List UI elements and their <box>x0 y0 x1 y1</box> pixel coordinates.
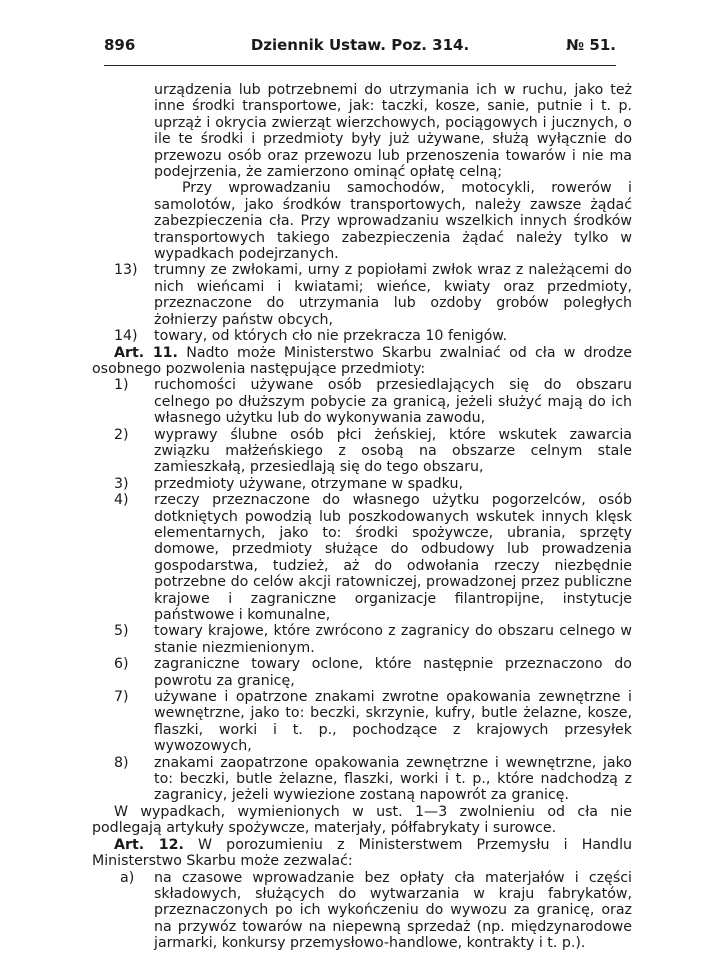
item-text: zagraniczne towary oclone, które następnie przeznaczono do powrotu za granicę, <box>154 656 632 689</box>
list-item <box>92 689 632 755</box>
header-rule <box>104 65 616 66</box>
list-item <box>92 476 632 492</box>
list-item <box>92 262 632 328</box>
journal-title: Dziennik Ustaw. Poz. 314. <box>250 36 470 54</box>
item-text: ruchomości używane osób przesiedlających się do obszaru celnego po dłuższym pobycie za granicą, jeżeli służyć mają do ich własnego użytku lub do wykonywania zawodu, <box>154 377 632 427</box>
list-item <box>92 377 632 426</box>
item-text: znakami zaopatrzone opakowania zewnętrzne i wewnętrzne, jako to: beczki, butle żelazne, flaszki, worki i t. p., które nadchodzą z zagranicy, jeżeli wywiezione zostaną napowrót za granicę. <box>154 754 632 804</box>
article-11-closing: W wypadkach, wymienionych w ust. 1—3 zwolnieniu od cła nie podlegają artykuły spożywcze, materjały, półfabrykaty i surowce. <box>92 803 632 837</box>
article-label: Art. 12. <box>114 836 184 853</box>
item-number: 2) <box>114 426 129 443</box>
item-number: 7) <box>114 689 129 706</box>
item-number: 6) <box>114 656 129 673</box>
item-number: 8) <box>114 754 129 771</box>
item-number: 5) <box>114 623 129 640</box>
page-number: 896 <box>104 36 136 54</box>
article-11-intro <box>92 345 632 378</box>
item-text: przedmioty używane, otrzymane w spadku, <box>154 475 463 492</box>
item-number: 1) <box>114 377 129 394</box>
item-number: 13) <box>114 262 138 279</box>
main-text <box>92 82 632 952</box>
issue-number: № 51. <box>566 36 616 54</box>
article-intro-text: W porozumieniu z Ministerstwem Przemysłu i Handlu Ministerstwo Skarbu może zezwalać: <box>92 836 632 870</box>
paragraph: Przy wprowadzaniu samochodów, motocykli, rowerów i samolotów, jako środków transportowych, należy zawsze żądać zabezpieczenia cła. Przy wprowadzaniu wszelkich innych środków transportowych takiego zabezpieczenia żądać należy tylko w wypadkach podejrzanych. <box>154 180 632 263</box>
item-number: 3) <box>114 475 129 492</box>
list-item <box>92 623 632 656</box>
item-letter: a) <box>120 869 135 886</box>
item-text: rzeczy przeznaczone do własnego użytku pogorzelców, osób dotkniętych powodzią lub poszkodowanych wskutek innych klęsk elementarnych, jako to: środki spożywcze, ubrania, sprzęty domowe, przedmioty służące do odbudowy lub prowadzenia gospodarstwa, tudzież, aż do odwołania rzeczy niezbędnie potrzebne do celów akcji ratowniczej, prowadzonej przez publiczne krajowe i zagraniczne organizacje filantropijne, instytucje państwowe i komunalne, <box>154 492 632 623</box>
item-text: trumny ze zwłokami, urny z popiołami zwłok wraz z należącemi do nich wieńcami i kwiatami; wieńce, kwiaty oraz przedmioty, przeznaczone do utrzymania lub ozdoby grobów poległych żołnierzy państw obcych, <box>154 262 632 328</box>
page-header <box>104 36 616 58</box>
paragraph: urządzenia lub potrzebnemi do utrzymania ich w ruchu, jako też inne środki transportowe, jak: taczki, kosze, sanie, putnie i t. p. uprząż i okrycia zwierząt wierzchowych, pociągowych i jucznych, o ile te środki i przedmioty były już używane, służą wyłącznie do przewozu osób oraz przewozu lub przenoszenia towarów i nie ma podejrzenia, że zamierzono ominąć opłatę celną; <box>154 82 632 181</box>
list-item <box>92 755 632 804</box>
continuation-block <box>92 82 632 262</box>
list-item <box>92 492 632 623</box>
list-item <box>92 328 632 344</box>
item-number: 14) <box>114 328 138 345</box>
list-item <box>92 870 632 952</box>
item-text: towary, od których cło nie przekracza 10 fenigów. <box>154 328 508 345</box>
item-text: wyprawy ślubne osób płci żeńskiej, które wskutek zawarcia związku małżeńskiego z osobą na obszarze celnym stale zamieszkałą, przesiedlają się do tego obszaru, <box>154 426 632 476</box>
article-intro-text: Nadto może Ministerstwo Skarbu zwalniać od cła w drodze osobnego pozwolenia następujące przedmioty: <box>92 344 632 377</box>
list-item <box>92 427 632 476</box>
list-item <box>92 656 632 689</box>
item-text: na czasowe wprowadzanie bez opłaty cła materjałów i części składowych, służących do wytwarzania w kraju fabrykatów, przeznaczonych po ich wykończeniu do wywozu za granicę, oraz na przywóz towarów na niepewną sprzedaż (np. międzynarodowe jarmarki, konkursy przemysłowo-handlowe, kontrakty i t. p.). <box>154 869 632 952</box>
article-12-intro <box>92 837 632 870</box>
item-text: używane i opatrzone znakami zwrotne opakowania zewnętrzne i wewnętrzne, jako to: beczki, skrzynie, kufry, butle żelazne, kosze, flaszki, worki i t. p., pochodzące z krajowych przesyłek wywozowych, <box>154 689 632 755</box>
item-text: towary krajowe, które zwrócono z zagranicy do obszaru celnego w stanie niezmienionym. <box>154 623 632 656</box>
item-number: 4) <box>114 492 129 509</box>
article-label: Art. 11. <box>114 344 178 361</box>
